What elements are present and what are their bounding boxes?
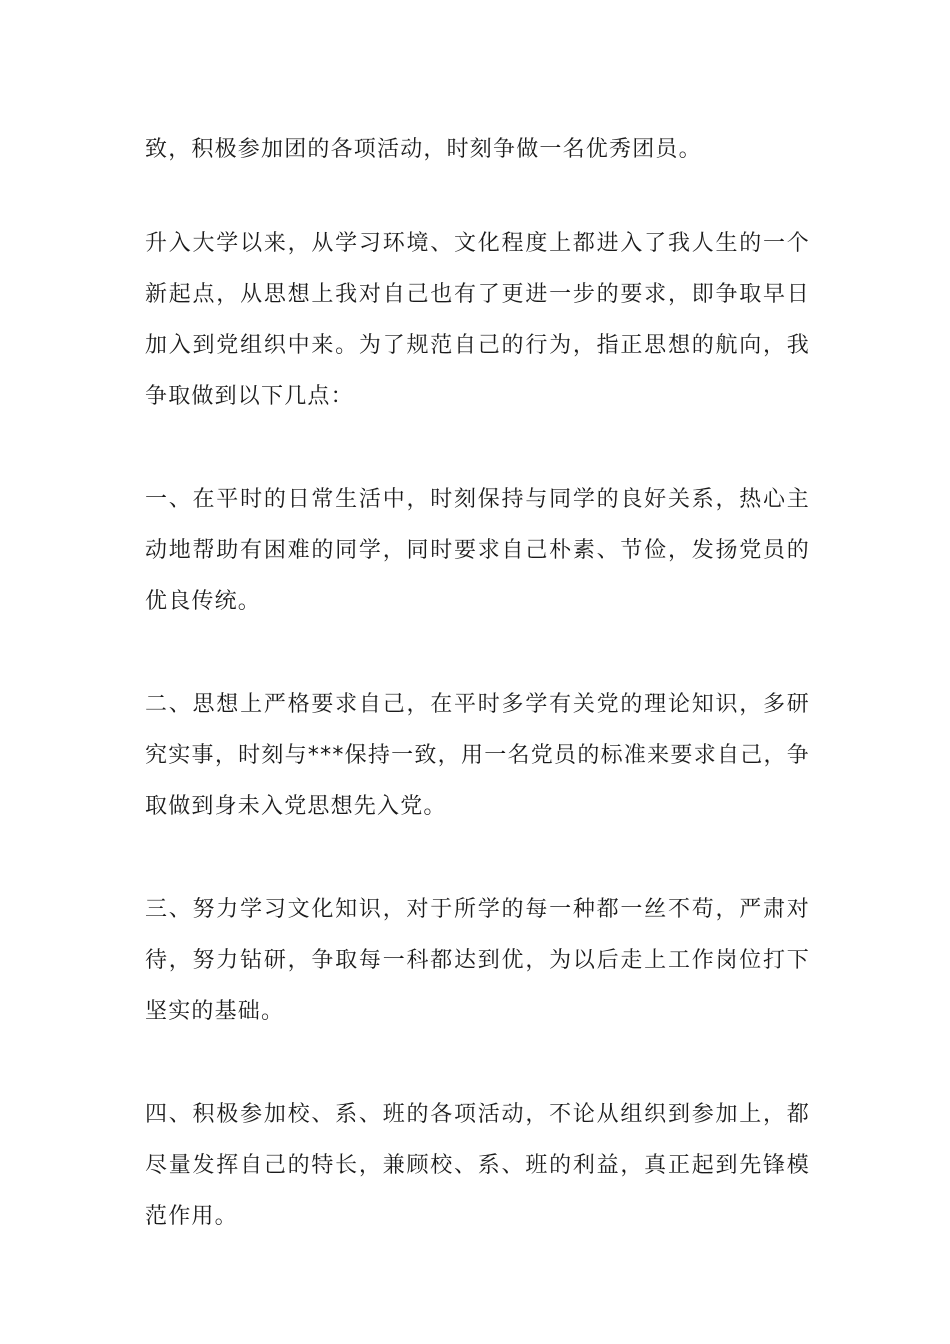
document-body: [145, 124, 810, 1294]
paragraph-point-3: 三、努力学习文化知识，对于所学的每一种都一丝不苟，严肃对待，努力钻研，争取每一科都达到优，为以后走上工作岗位打下坚实的基础。: [145, 897, 810, 1024]
paragraph-continuation: 致，积极参加团的各项活动，时刻争做一名优秀团员。: [145, 137, 702, 162]
paragraph-point-4: 四、积极参加校、系、班的各项活动，不论从组织到参加上，都尽量发挥自己的特长，兼顾校、系、班的利益，真正起到先锋模范作用。: [145, 1102, 810, 1229]
paragraph-point-1: 一、在平时的日常生活中，时刻保持与同学的良好关系，热心主动地帮助有困难的同学，同时要求自己朴素、节俭，发扬党员的优良传统。: [145, 487, 810, 614]
paragraph-intro: 升入大学以来，从学习环境、文化程度上都进入了我人生的一个新起点，从思想上我对自己也有了更进一步的要求，即争取早日加入到党组织中来。为了规范自己的行为，指正思想的航向，我争取做到以下几点：: [145, 231, 810, 409]
paragraph-point-2: 二、思想上严格要求自己，在平时多学有关党的理论知识，多研究实事，时刻与***保持一致，用一名党员的标准来要求自己，争取做到身未入党思想先入党。: [145, 692, 810, 819]
